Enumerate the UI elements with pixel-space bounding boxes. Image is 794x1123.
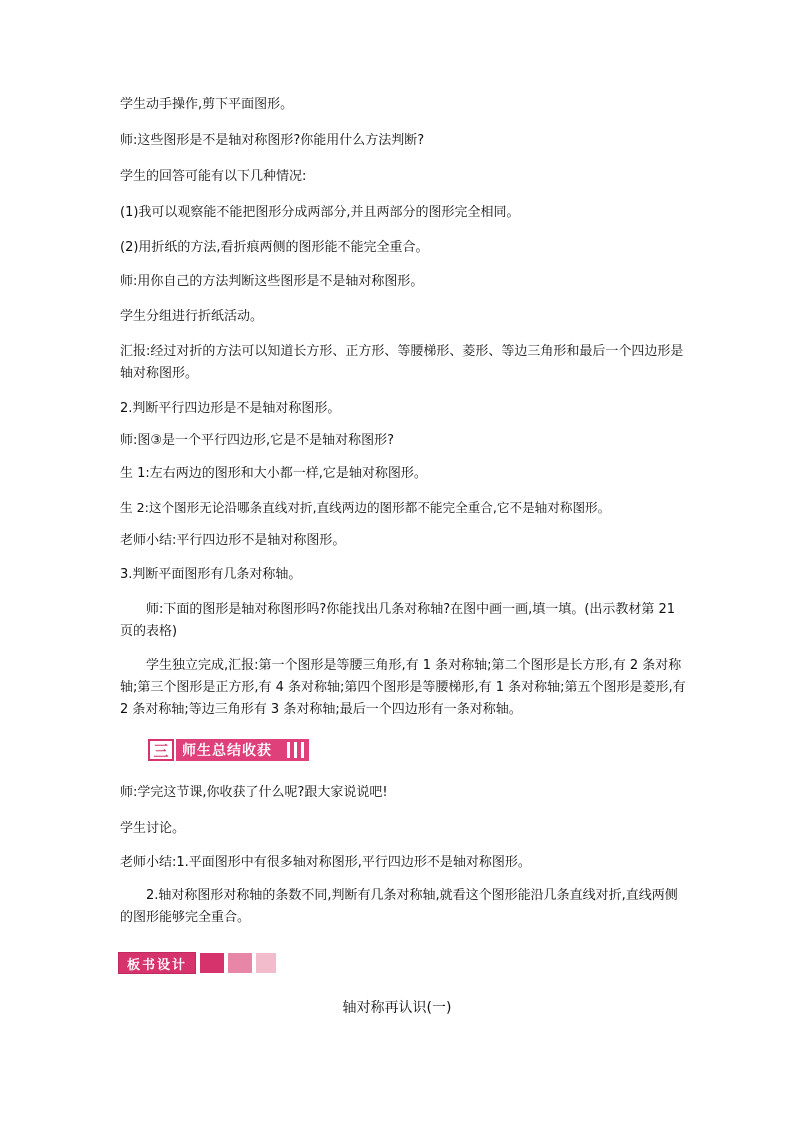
paragraph: 生 2:这个图形无论沿哪条直线对折,直线两边的图形都不能完全重合,它不是轴对称图形。: [120, 500, 611, 515]
board-design-label: 板书设计: [118, 952, 196, 974]
stripe-decoration: [282, 739, 309, 761]
paragraph: 学生讨论。: [120, 821, 186, 836]
paragraph: 生 1:左右两边的图形和大小都一样,它是轴对称图形。: [120, 466, 427, 481]
paragraph: 师:下面的图形是轴对称图形吗?你能找出几条对称轴?在图中画一画,填一填。(出示教材第 21 页的表格): [120, 602, 676, 639]
decor-square: [228, 953, 252, 973]
paragraph: 2.轴对称图形对称轴的条数不同,判断有几条对称轴,就看这个图形能沿几条直线对折,直线两侧的图形能够完全重合。: [120, 888, 678, 925]
paragraph: 学生动手操作,剪下平面图形。: [120, 97, 294, 112]
paragraph: 3.判断平面图形有几条对称轴。: [120, 567, 302, 582]
section-header-summary: [148, 738, 309, 762]
paragraph: 汇报:经过对折的方法可以知道长方形、正方形、等腰梯形、菱形、等边三角形和最后一个四边形是轴对称图形。: [120, 344, 684, 381]
paragraph: 师:用你自己的方法判断这些图形是不是轴对称图形。: [120, 274, 424, 289]
decor-square: [256, 953, 276, 973]
paragraph: (1)我可以观察能不能把图形分成两部分,并且两部分的图形完全相同。: [120, 205, 520, 220]
paragraph: 学生分组进行折纸活动。: [120, 309, 264, 324]
board-title: 轴对称再认识(一): [342, 1000, 452, 1016]
section-title: 师生总结收获: [176, 739, 282, 761]
paragraph: 老师小结:1.平面图形中有很多轴对称图形,平行四边形不是轴对称图形。: [120, 855, 531, 870]
board-design-header: [118, 952, 276, 974]
paragraph: (2)用折纸的方法,看折痕两侧的图形能不能完全重合。: [120, 240, 429, 255]
decor-square: [200, 953, 224, 973]
paragraph: 老师小结:平行四边形不是轴对称图形。: [120, 533, 346, 548]
paragraph: 学生的回答可能有以下几种情况:: [120, 169, 307, 184]
paragraph: 学生独立完成,汇报:第一个图形是等腰三角形,有 1 条对称轴;第二个图形是长方形,有 2 条对称轴;第三个图形是正方形,有 4 条对称轴;第四个图形是等腰梯形,有 1 条对称轴;第五个图形是菱形,有 2 条对称轴;等边三角形有 3 条对称轴;最后一个四边形有一条对称轴。: [120, 658, 686, 717]
paragraph: 2.判断平行四边形是不是轴对称图形。: [120, 401, 341, 416]
section-number: 三: [148, 739, 174, 761]
paragraph: 师:这些图形是不是轴对称图形?你能用什么方法判断?: [120, 133, 425, 148]
paragraph: 师:学完这节课,你收获了什么呢?跟大家说说吧!: [120, 785, 388, 800]
paragraph: 师:图③是一个平行四边形,它是不是轴对称图形?: [120, 433, 395, 448]
